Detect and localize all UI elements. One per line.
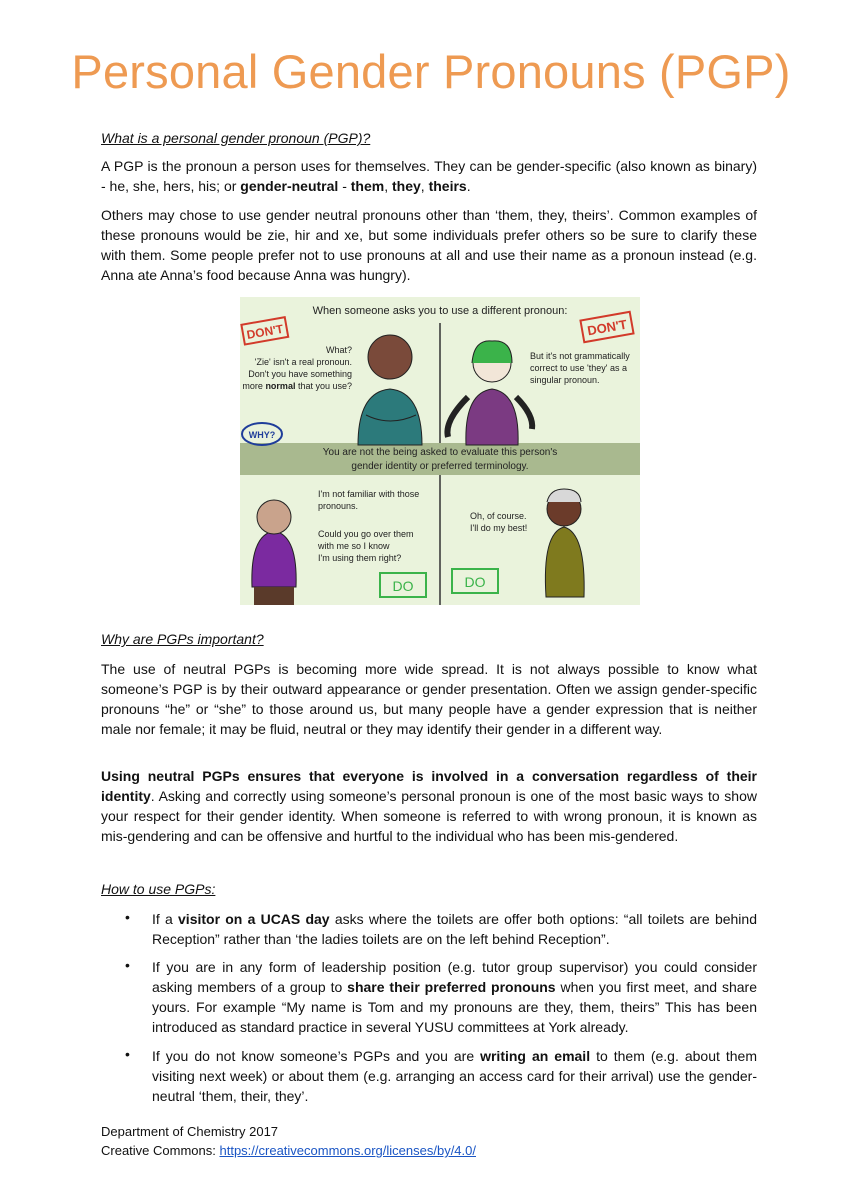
svg-text:DON'T: DON'T <box>586 316 629 339</box>
list-item-ucas: If a visitor on a UCAS day asks where the toilets are offer both options: “all toilets are behind Reception” rather than ‘the ladies toilets are on the left behind Reception”. <box>152 911 757 947</box>
svg-text:singular pronoun.: singular pronoun. <box>530 375 600 385</box>
svg-text:But it's not grammatically: But it's not grammatically <box>530 351 630 361</box>
svg-text:What?: What? <box>325 345 352 355</box>
svg-text:Oh, of course.: Oh, of course. <box>470 511 527 521</box>
comic-mid-line2: gender identity or preferred terminology. <box>351 461 529 472</box>
svg-text:more normal that you use?: more normal that you use? <box>242 381 352 391</box>
svg-text:I'm not familiar with those: I'm not familiar with those <box>318 489 420 499</box>
svg-text:DON'T: DON'T <box>245 321 285 342</box>
svg-text:'Zie' isn't a real pronoun.: 'Zie' isn't a real pronoun. <box>254 357 352 367</box>
svg-text:pronouns.: pronouns. <box>318 501 359 511</box>
license-link[interactable]: https://creativecommons.org/licenses/by/4.0/ <box>219 1143 476 1158</box>
svg-text:I'll do my best!: I'll do my best! <box>470 523 528 533</box>
svg-text:Could you go over them: Could you go over them <box>318 529 414 539</box>
paragraph-definition: A PGP is the pronoun a person uses for themselves. They can be gender-specific (also known as binary) - he, she, hers, his; or gender-neutral - them, they, theirs. <box>101 158 757 194</box>
footer-department: Department of Chemistry 2017 <box>101 1124 279 1139</box>
svg-text:DO: DO <box>464 574 486 590</box>
section-heading-why-important: Why are PGPs important? <box>101 631 264 647</box>
paragraph-importance: The use of neutral PGPs is becoming more wide spread. It is not always possible to know what someone’s PGP is by their outward appearance or gender presentation. Often we assign gender-specific pronouns “he” or “she” to those around us, but many people have a gender expression that is neither male nor female; it may be fluid, neutral or they may identify their gender in a different way. <box>101 661 757 737</box>
paragraph-other-pronouns: Others may chose to use gender neutral pronouns other than ‘them, they, theirs’. Common examples of these pronouns would be zie, hir and xe, but some individuals prefer others so be sure to clarify these with them. Some people prefer not to use pronouns at all and use their name as a pronoun instead (e.g. Anna ate Anna’s food because Anna was hungry). <box>101 207 757 283</box>
section-heading-how-to-use: How to use PGPs: <box>101 881 216 897</box>
comic-header: When someone asks you to use a different pronoun: <box>312 305 568 317</box>
svg-text:DO: DO <box>392 578 414 594</box>
footer-license: Creative Commons: https://creativecommons.org/licenses/by/4.0/ <box>101 1143 476 1158</box>
svg-text:correct to use 'they' as a: correct to use 'they' as a <box>530 363 627 373</box>
bullet-icon: • <box>125 957 130 973</box>
list-item-leadership: If you are in any form of leadership position (e.g. tutor group supervisor) you could consider asking members of a group to share their preferred pronouns when you first meet, and share yours. For example “My name is Tom and my pronouns are they, them, theirs” This has been introduced as standard practice in several YUSU committees at York already. <box>152 959 757 1035</box>
list-item-email: If you do not know someone’s PGPs and you are writing an email to them (e.g. about them visiting next week) or about them (e.g. arranging an access card for their arrival) use the gender-neutral ‘them, their, they’. <box>152 1048 757 1104</box>
comic-mid-line1: You are not the being asked to evaluate this person's <box>322 447 558 458</box>
bullet-icon: • <box>125 909 130 925</box>
svg-text:I'm using them right?: I'm using them right? <box>318 553 402 563</box>
svg-text:Don't you have something: Don't you have something <box>248 369 352 379</box>
bullet-icon: • <box>125 1046 130 1062</box>
svg-text:with me so I know: with me so I know <box>318 541 390 551</box>
character-3 <box>252 500 296 605</box>
svg-text:WHY?: WHY? <box>248 430 276 440</box>
paragraph-neutral-pgps: Using neutral PGPs ensures that everyone is involved in a conversation regardless of their identity. Asking and correctly using someone’s personal pronoun is one of the most basic ways to show your respect for their gender identity. When someone is referred to with wrong pronoun, it is known as mis-gendering and can be offensive and hurtful to the individual who has been mis-gendered. <box>101 768 757 844</box>
character-4 <box>545 489 584 597</box>
section-heading-what-is: What is a personal gender pronoun (PGP)? <box>101 130 371 146</box>
page-title: Personal Gender Pronouns (PGP) <box>71 45 791 98</box>
pronoun-comic <box>240 297 640 605</box>
